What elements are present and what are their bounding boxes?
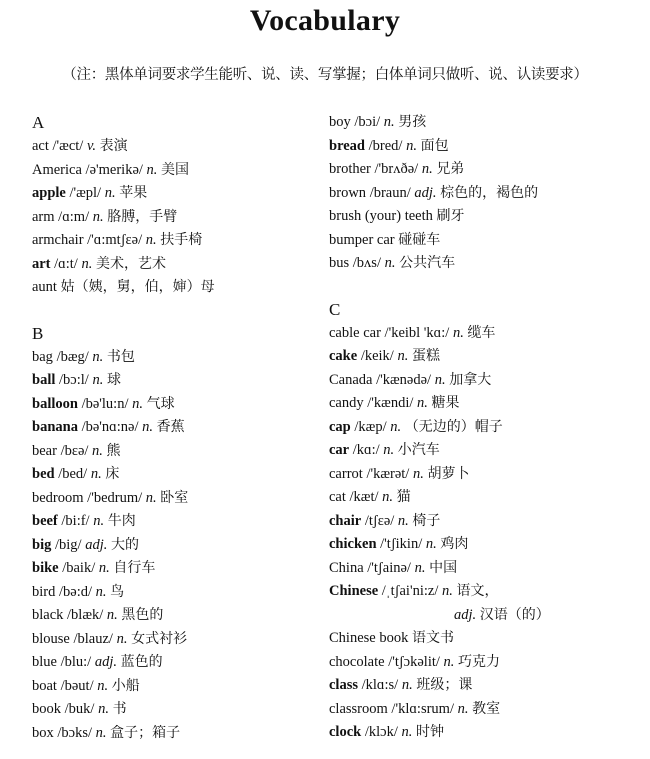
vocab-part-of-speech: n. <box>406 137 417 154</box>
vocab-meaning: 书包 <box>106 348 135 365</box>
vocab-part-of-speech: n. <box>384 255 396 271</box>
vocab-meaning: 面包 <box>420 137 449 154</box>
vocab-phonetic: /bi:f/ <box>61 513 90 529</box>
vocab-entry <box>32 604 322 628</box>
vocab-entry <box>32 182 322 206</box>
vocab-word: cable car <box>329 324 381 341</box>
vocab-part-of-speech: n. <box>390 418 402 435</box>
vocab-phonetic: /bə:d/ <box>58 583 93 600</box>
vocab-meaning: 女式衬衫 <box>131 630 188 647</box>
vocab-meaning: 小船 <box>111 677 140 694</box>
vocab-meaning: 蛋糕 <box>411 348 440 364</box>
section-letter: A <box>32 113 45 132</box>
vocab-part-of-speech: adj. <box>85 536 108 553</box>
vocab-phonetic: /'æpl/ <box>69 185 102 201</box>
vocab-part-of-speech: n. <box>145 232 157 248</box>
vocab-word: brother <box>329 161 371 177</box>
vocab-word: armchair <box>32 232 84 248</box>
vocab-word: ball <box>32 372 56 388</box>
vocab-word: brown <box>329 184 367 201</box>
vocab-meaning: 时钟 <box>416 724 444 740</box>
vocab-phonetic: /'æct/ <box>52 138 84 154</box>
vocab-part-of-speech: n. <box>434 371 446 388</box>
vocab-word: box <box>32 724 54 741</box>
vocab-word: bear <box>32 442 57 459</box>
vocab-word: car <box>329 442 350 458</box>
vocab-phonetic: /bεə/ <box>60 442 89 459</box>
page-title: Vocabulary <box>249 4 401 37</box>
vocab-part-of-speech: adj. <box>94 654 117 670</box>
vocab-part-of-speech: adj. <box>454 606 477 623</box>
vocab-word: Canada <box>329 371 373 388</box>
vocab-part-of-speech: n. <box>92 348 104 365</box>
vocab-meaning: 书 <box>112 701 127 717</box>
vocab-part-of-speech: n. <box>95 724 107 741</box>
vocab-word: blouse <box>32 630 70 647</box>
vocab-meaning: 大的 <box>110 536 139 553</box>
vocab-word: bed <box>32 466 55 482</box>
vocab-word: balloon <box>32 395 78 412</box>
vocab-entry <box>32 487 322 511</box>
vocab-phonetic: /bɔi/ <box>354 114 381 130</box>
vocab-entry <box>32 557 322 581</box>
vocab-word: black <box>32 607 64 623</box>
vocab-phonetic: /'kænədə/ <box>376 371 432 388</box>
vocab-part-of-speech: n. <box>383 114 395 130</box>
vocab-part-of-speech: n. <box>93 513 105 529</box>
vocab-meaning: 卧室 <box>160 489 189 506</box>
vocab-word: cat <box>329 489 346 505</box>
vocab-part-of-speech: n. <box>145 489 157 506</box>
section-b <box>32 322 322 746</box>
vocab-word: art <box>32 255 51 272</box>
vocab-meaning: 自行车 <box>113 560 156 576</box>
vocab-entry <box>32 135 322 159</box>
vocab-phonetic: /bred/ <box>368 137 403 154</box>
left-column <box>32 111 322 745</box>
vocab-meaning: 黑色的 <box>121 607 164 623</box>
vocab-entry <box>32 628 322 652</box>
vocab-phonetic: /bəut/ <box>60 677 94 694</box>
vocab-part-of-speech: n. <box>146 161 158 178</box>
vocab-meaning: 盒子；箱子 <box>110 724 181 741</box>
vocab-part-of-speech: n. <box>116 630 128 647</box>
vocab-entry <box>329 721 649 745</box>
vocab-part-of-speech: n. <box>95 583 107 600</box>
vocab-word: chocolate <box>329 653 385 670</box>
vocab-meaning: 香蕉 <box>156 419 185 435</box>
section-letter: B <box>32 323 44 343</box>
vocab-entry <box>32 393 322 417</box>
vocab-meaning: 糖果 <box>431 395 460 411</box>
vocab-meaning: 碰碰车 <box>398 231 441 248</box>
section-c <box>329 298 649 745</box>
vocab-part-of-speech: n. <box>397 512 409 529</box>
vocab-entry <box>32 534 322 558</box>
vocab-phonetic: /keik/ <box>360 348 394 364</box>
vocab-entry <box>329 627 649 651</box>
vocab-entry <box>329 205 649 229</box>
vocab-entry <box>32 229 322 253</box>
vocab-meaning: 苹果 <box>119 185 148 201</box>
vocab-phonetic: /big/ <box>54 536 82 553</box>
vocab-meaning: 球 <box>106 372 121 388</box>
vocab-part-of-speech: n. <box>98 701 109 717</box>
vocab-meaning: 气球 <box>146 395 175 412</box>
vocab-phonetic: /braun/ <box>369 184 411 201</box>
vocab-word: chair <box>329 512 362 529</box>
vocab-part-of-speech: n. <box>142 419 153 435</box>
vocab-part-of-speech: n. <box>414 559 426 576</box>
vocab-part-of-speech: n. <box>443 653 455 670</box>
vocab-part-of-speech: n. <box>132 395 143 412</box>
vocab-word: bag <box>32 348 53 365</box>
vocab-part-of-speech: n. <box>104 185 116 201</box>
vocab-entry <box>329 557 649 581</box>
vocab-entry <box>329 510 649 534</box>
vocab-meaning: 椅子 <box>412 512 441 529</box>
vocab-entry <box>32 159 322 183</box>
vocab-meaning: 鸡肉 <box>440 536 469 552</box>
vocab-entry <box>32 276 322 300</box>
vocab-phonetic: /bɔks/ <box>57 724 93 741</box>
vocab-meaning: 兄弟 <box>436 161 465 177</box>
vocab-meaning: 猫 <box>396 489 411 505</box>
vocab-entry <box>329 135 649 159</box>
vocab-word: bread <box>329 137 365 154</box>
vocab-entry <box>329 533 649 557</box>
vocab-word: beef <box>32 513 58 529</box>
vocab-word: bird <box>32 583 56 600</box>
vocab-part-of-speech: n. <box>425 536 437 552</box>
vocab-phonetic: /'ɑ:mtʃεə/ <box>87 232 143 248</box>
vocab-meaning: 缆车 <box>467 324 496 341</box>
vocab-meaning: 巧克力 <box>458 653 501 670</box>
vocab-part-of-speech: n. <box>421 161 433 177</box>
vocab-entry <box>32 346 322 370</box>
vocab-meaning: 教室 <box>472 700 501 717</box>
vocab-part-of-speech: n. <box>98 560 110 576</box>
vocab-meaning: 美术，艺术 <box>95 255 166 272</box>
vocab-part-of-speech: n. <box>92 442 103 459</box>
vocab-phonetic: /blu:/ <box>60 654 92 670</box>
vocab-meaning: 语文， <box>456 583 499 599</box>
vocab-entry <box>32 440 322 464</box>
vocab-phonetic: /bæg/ <box>56 348 89 365</box>
right-column <box>329 111 649 745</box>
vocab-part-of-speech: n. <box>412 465 424 482</box>
vocab-part-of-speech: n. <box>401 724 413 740</box>
vocab-entry <box>32 206 322 230</box>
vocab-entry <box>329 604 649 628</box>
vocab-meaning: 表演 <box>99 138 128 154</box>
vocab-word: carrot <box>329 465 363 482</box>
section-b-continued <box>329 111 649 276</box>
vocab-word: aunt <box>32 279 57 295</box>
vocab-phonetic: /'tʃikin/ <box>380 536 423 552</box>
section-a <box>32 111 322 300</box>
vocab-phonetic: /bʌs/ <box>352 255 381 271</box>
vocab-entry <box>329 229 649 253</box>
vocab-entry <box>329 580 649 604</box>
vocab-entry <box>329 674 649 698</box>
vocab-phonetic: /ˌtʃai'ni:z/ <box>381 583 439 599</box>
vocab-phonetic: /ɑ:m/ <box>58 208 90 225</box>
vocab-word: act <box>32 138 49 154</box>
vocab-entry <box>329 392 649 416</box>
vocab-entry <box>329 439 649 463</box>
vocab-meaning: 语文书 <box>411 630 454 646</box>
vocab-word: China <box>329 559 364 576</box>
vocab-part-of-speech: n. <box>401 677 413 693</box>
vocab-entry <box>32 463 322 487</box>
vocab-meaning: 加拿大 <box>449 371 492 388</box>
vocab-meaning: 扶手椅 <box>160 232 203 248</box>
vocab-phonetic: /ɑ:t/ <box>54 255 78 272</box>
vocab-part-of-speech: n. <box>92 372 104 388</box>
vocab-entry <box>329 111 649 135</box>
vocab-part-of-speech: n. <box>97 677 109 694</box>
vocab-word: banana <box>32 419 78 435</box>
vocab-word: blue <box>32 654 57 670</box>
vocab-part-of-speech: n. <box>417 395 428 411</box>
vocab-phonetic: /bɔ:l/ <box>59 372 89 388</box>
vocab-phonetic: /'keibl 'kɑ:/ <box>384 324 450 341</box>
vocab-word: America <box>32 161 82 178</box>
vocab-phonetic: /kɑ:/ <box>352 442 380 458</box>
vocab-word: arm <box>32 208 55 225</box>
vocab-entry <box>32 253 322 277</box>
vocab-entry <box>32 369 322 393</box>
vocab-word: cap <box>329 418 351 435</box>
vocab-phonetic: /bed/ <box>58 466 88 482</box>
vocab-word: class <box>329 677 358 693</box>
vocab-phonetic: /kæp/ <box>354 418 387 435</box>
vocab-word: chicken <box>329 536 377 552</box>
vocab-word: boat <box>32 677 57 694</box>
vocab-entry <box>329 416 649 440</box>
vocab-phonetic: /tʃεə/ <box>364 512 395 529</box>
vocab-phonetic: /'tʃainə/ <box>367 559 411 576</box>
vocab-phonetic: /'tʃɔkəlit/ <box>388 653 440 670</box>
vocab-entry <box>32 722 322 746</box>
vocab-word: brush (your) teeth <box>329 208 433 224</box>
vocab-part-of-speech: n. <box>106 607 118 623</box>
vocab-phonetic: /klɑ:s/ <box>361 677 399 693</box>
vocab-entry <box>329 182 649 206</box>
vocab-word: bus <box>329 255 350 271</box>
vocab-meaning: 胳膊，手臂 <box>107 208 178 225</box>
vocab-word: apple <box>32 185 66 201</box>
vocab-meaning: 美国 <box>161 161 190 178</box>
vocab-meaning: 熊 <box>106 442 121 459</box>
vocab-entry <box>32 698 322 722</box>
vocab-meaning: 汉语（的） <box>479 606 550 623</box>
vocab-phonetic: /'kændi/ <box>367 395 414 411</box>
vocab-meaning: 刷牙 <box>436 208 465 224</box>
vocab-word: boy <box>329 114 351 130</box>
vocab-entry <box>329 345 649 369</box>
vocab-entry <box>32 416 322 440</box>
vocab-meaning: 棕色的，褐色的 <box>440 184 539 201</box>
vocab-word: big <box>32 536 52 553</box>
vocab-entry <box>32 651 322 675</box>
vocab-meaning: 胡萝卜 <box>427 465 470 482</box>
vocab-entry <box>32 581 322 605</box>
vocab-meaning: 小汽车 <box>397 442 440 458</box>
vocab-phonetic: /'klɑ:srum/ <box>391 700 454 717</box>
vocab-phonetic: /'kærət/ <box>366 465 410 482</box>
vocab-entry <box>32 675 322 699</box>
vocab-part-of-speech: n. <box>457 700 469 717</box>
vocab-entry <box>329 369 649 393</box>
vocab-phonetic: /bə'nɑ:nə/ <box>81 419 139 435</box>
vocab-part-of-speech: n. <box>452 324 464 341</box>
vocab-entry <box>329 322 649 346</box>
vocab-meaning: 班级；课 <box>416 677 473 693</box>
vocab-entry <box>329 158 649 182</box>
usage-note: （注：黑体单词要求学生能听、说、读、写掌握；白体单词只做听、说、认读要求） <box>62 67 588 83</box>
vocab-meaning: 鸟 <box>110 583 125 600</box>
vocab-phonetic: /klɔk/ <box>364 724 398 740</box>
vocab-meaning: 蓝色的 <box>120 654 163 670</box>
vocab-phonetic: /'brʌðə/ <box>374 161 419 177</box>
vocab-word: Chinese <box>329 583 379 599</box>
vocab-part-of-speech: n. <box>383 442 395 458</box>
vocab-word: classroom <box>329 700 388 717</box>
vocab-meaning: 男孩 <box>398 114 427 130</box>
vocab-part-of-speech: n. <box>382 489 394 505</box>
vocab-part-of-speech: adj. <box>414 184 437 201</box>
vocab-part-of-speech: n. <box>92 208 104 225</box>
vocab-phonetic: /baik/ <box>62 560 96 576</box>
vocab-phonetic: /buk/ <box>64 701 95 717</box>
vocab-meaning: （无边的）帽子 <box>404 418 503 435</box>
vocab-part-of-speech: n. <box>397 348 409 364</box>
vocab-part-of-speech: n. <box>81 255 93 272</box>
vocab-word: book <box>32 701 61 717</box>
vocab-word: cake <box>329 348 358 364</box>
vocab-part-of-speech: n. <box>90 466 102 482</box>
vocab-entry <box>329 463 649 487</box>
vocab-meaning: 公共汽车 <box>399 255 456 271</box>
vocab-word: candy <box>329 395 364 411</box>
vocab-phonetic: /blæk/ <box>67 607 104 623</box>
vocab-phonetic: /blauz/ <box>73 630 113 647</box>
vocab-part-of-speech: v. <box>86 138 96 154</box>
vocab-entry <box>329 698 649 722</box>
vocab-phonetic: /bə'lu:n/ <box>81 395 129 412</box>
vocab-meaning: 床 <box>105 466 120 482</box>
vocab-meaning: 中国 <box>429 559 458 576</box>
vocab-phonetic: /'bedrum/ <box>87 489 143 506</box>
vocab-phonetic: /ə'merikə/ <box>85 161 143 178</box>
vocab-meaning: 姑（姨，舅，伯，婶）母 <box>60 279 215 295</box>
vocab-word: bedroom <box>32 489 84 506</box>
vocab-word: bumper car <box>329 231 395 248</box>
vocab-entry <box>329 651 649 675</box>
vocab-word: Chinese book <box>329 630 409 646</box>
vocab-word: bike <box>32 560 59 576</box>
vocab-word: clock <box>329 724 362 740</box>
vocab-meaning: 牛肉 <box>107 513 136 529</box>
vocab-part-of-speech: n. <box>441 583 453 599</box>
vocab-phonetic: /kæt/ <box>349 489 379 505</box>
vocab-entry <box>329 486 649 510</box>
vocab-entry <box>32 510 322 534</box>
section-letter: C <box>329 299 341 319</box>
vocab-entry <box>329 252 649 276</box>
